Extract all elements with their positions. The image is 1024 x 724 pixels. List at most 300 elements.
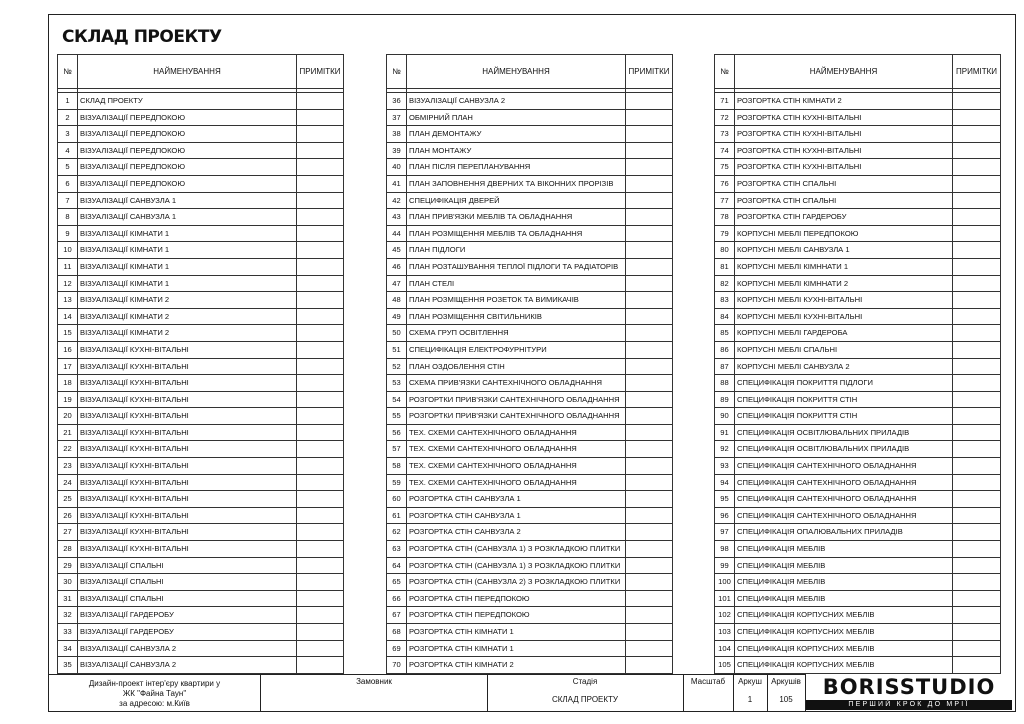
row-number: 55 <box>387 408 407 425</box>
row-notes <box>626 391 673 408</box>
row-number: 31 <box>58 590 78 607</box>
row-notes <box>953 458 1001 475</box>
row-number: 24 <box>58 474 78 491</box>
row-name: ВІЗУАЛІЗАЦІЇ КУХНІ-ВІТАЛЬНІ <box>78 375 297 392</box>
table-row <box>387 424 673 441</box>
row-number: 91 <box>715 424 735 441</box>
row-name: СПЕЦИФІКАЦІЯ ПОКРИТТЯ СТІН <box>735 391 953 408</box>
row-number: 8 <box>58 209 78 226</box>
table-row <box>715 624 1001 641</box>
table-row <box>58 242 344 259</box>
row-name: ПЛАН РОЗТАШУВАННЯ ТЕПЛОЇ ПІДЛОГИ ТА РАДІАТОРІВ <box>407 258 626 275</box>
row-notes <box>297 391 344 408</box>
row-name: ПЛАН ПІСЛЯ ПЕРЕПЛАНУВАННЯ <box>407 159 626 176</box>
row-name: ОБМІРНИЙ ПЛАН <box>407 109 626 126</box>
row-notes <box>626 358 673 375</box>
row-name: СПЕЦИФІКАЦІЯ САНТЕХНІЧНОГО ОБЛАДНАННЯ <box>735 474 953 491</box>
row-number: 27 <box>58 524 78 541</box>
row-name: РОЗГОРТКА СТІН (САНВУЗЛА 1) З РОЗКЛАДКОЮ ПЛИТКИ <box>407 541 626 558</box>
row-notes <box>297 242 344 259</box>
table-row <box>387 93 673 110</box>
row-number: 93 <box>715 458 735 475</box>
project-line-1: Дизайн-проект інтер'єру квартири у <box>88 679 221 688</box>
row-notes <box>953 242 1001 259</box>
row-name: ВІЗУАЛІЗАЦІЇ ПЕРЕДПОКОЮ <box>78 142 297 159</box>
table-row <box>58 640 344 657</box>
row-name: КОРПУСНІ МЕБЛІ ГАРДЕРОБА <box>735 325 953 342</box>
row-name: ВІЗУАЛІЗАЦІЇ ПЕРЕДПОКОЮ <box>78 126 297 143</box>
row-number: 95 <box>715 491 735 508</box>
row-number: 98 <box>715 541 735 558</box>
row-notes <box>297 308 344 325</box>
row-notes <box>626 192 673 209</box>
table-row <box>58 142 344 159</box>
table-row <box>387 242 673 259</box>
row-number: 77 <box>715 192 735 209</box>
row-name: СПЕЦИФІКАЦІЯ КОРПУСНИХ МЕБЛІВ <box>735 607 953 624</box>
row-number: 65 <box>387 574 407 591</box>
header-name: НАЙМЕНУВАННЯ <box>78 55 297 89</box>
row-number: 67 <box>387 607 407 624</box>
table-row <box>715 292 1001 309</box>
row-notes <box>297 408 344 425</box>
row-number: 26 <box>58 507 78 524</box>
row-notes <box>953 341 1001 358</box>
sheet-label: Аркуш <box>738 677 762 686</box>
row-notes <box>297 458 344 475</box>
table-row <box>715 192 1001 209</box>
row-notes <box>626 424 673 441</box>
header-name: НАЙМЕНУВАННЯ <box>407 55 626 89</box>
row-name: СПЕЦИФІКАЦІЯ САНТЕХНІЧНОГО ОБЛАДНАННЯ <box>735 507 953 524</box>
row-notes <box>297 424 344 441</box>
table-row <box>58 624 344 641</box>
table-row <box>58 341 344 358</box>
page-title: СКЛАД ПРОЕКТУ <box>62 27 222 47</box>
row-number: 79 <box>715 225 735 242</box>
row-number: 42 <box>387 192 407 209</box>
row-notes <box>626 624 673 641</box>
row-name: СПЕЦИФІКАЦІЯ ДВЕРЕЙ <box>407 192 626 209</box>
row-number: 56 <box>387 424 407 441</box>
table-row <box>387 209 673 226</box>
row-number: 68 <box>387 624 407 641</box>
row-number: 14 <box>58 308 78 325</box>
row-notes <box>297 557 344 574</box>
row-number: 105 <box>715 657 735 674</box>
table-row <box>58 424 344 441</box>
row-number: 66 <box>387 590 407 607</box>
table-header-row <box>715 55 1001 89</box>
row-name: ВІЗУАЛІЗАЦІЇ КУХНІ-ВІТАЛЬНІ <box>78 358 297 375</box>
row-number: 75 <box>715 159 735 176</box>
row-number: 43 <box>387 209 407 226</box>
table-row <box>715 159 1001 176</box>
row-name: ВІЗУАЛІЗАЦІЇ ГАРДЕРОБУ <box>78 624 297 641</box>
row-name: СПЕЦИФІКАЦІЯ ЕЛЕКТРОФУРНІТУРИ <box>407 341 626 358</box>
row-number: 13 <box>58 292 78 309</box>
row-number: 51 <box>387 341 407 358</box>
row-name: СПЕЦИФІКАЦІЯ САНТЕХНІЧНОГО ОБЛАДНАННЯ <box>735 491 953 508</box>
row-name: ВІЗУАЛІЗАЦІЇ КІМНАТИ 2 <box>78 292 297 309</box>
row-notes <box>626 657 673 674</box>
table-row <box>58 159 344 176</box>
table-row <box>387 491 673 508</box>
row-name: РОЗГОРТКА СТІН САНВУЗЛА 1 <box>407 507 626 524</box>
row-name: СПЕЦИФІКАЦІЯ МЕБЛІВ <box>735 541 953 558</box>
row-number: 82 <box>715 275 735 292</box>
row-notes <box>297 491 344 508</box>
row-name: РОЗГОРТКИ ПРИВ'ЯЗКИ САНТЕХНІЧНОГО ОБЛАДНАННЯ <box>407 408 626 425</box>
row-notes <box>953 175 1001 192</box>
row-notes <box>626 458 673 475</box>
table-row <box>715 640 1001 657</box>
table-row <box>387 640 673 657</box>
row-number: 11 <box>58 258 78 275</box>
table-row <box>58 93 344 110</box>
row-name: КОРПУСНІ МЕБЛІ ПЕРЕДПОКОЮ <box>735 225 953 242</box>
row-name: РОЗГОРТКА СТІН КУХНІ-ВІТАЛЬНІ <box>735 142 953 159</box>
row-name: ПЛАН ЗАПОВНЕННЯ ДВЕРНИХ ТА ВІКОННИХ ПРОРІЗІВ <box>407 175 626 192</box>
row-number: 2 <box>58 109 78 126</box>
row-number: 41 <box>387 175 407 192</box>
scale-label: Масштаб <box>690 677 726 686</box>
row-notes <box>953 391 1001 408</box>
row-name: ПЛАН ОЗДОБЛЕННЯ СТІН <box>407 358 626 375</box>
row-name: СПЕЦИФІКАЦІЯ ОСВІТЛЮВАЛЬНИХ ПРИЛАДІВ <box>735 441 953 458</box>
row-notes <box>626 142 673 159</box>
row-name: ПЛАН ДЕМОНТАЖУ <box>407 126 626 143</box>
row-name: ВІЗУАЛІЗАЦІЇ КУХНІ-ВІТАЛЬНІ <box>78 391 297 408</box>
row-name: ВІЗУАЛІЗАЦІЇ ПЕРЕДПОКОЮ <box>78 175 297 192</box>
row-name: СХЕМА ПРИВ'ЯЗКИ САНТЕХНІЧНОГО ОБЛАДНАННЯ <box>407 375 626 392</box>
row-name: ПЛАН РОЗМІЩЕННЯ МЕБЛІВ ТА ОБЛАДНАННЯ <box>407 225 626 242</box>
row-name: СПЕЦИФІКАЦІЯ КОРПУСНИХ МЕБЛІВ <box>735 624 953 641</box>
row-number: 104 <box>715 640 735 657</box>
table-row <box>715 590 1001 607</box>
table-row <box>387 375 673 392</box>
row-name: КОРПУСНІ МЕБЛІ САНВУЗЛА 2 <box>735 358 953 375</box>
sheets-value: 105 <box>779 695 793 704</box>
row-notes <box>953 557 1001 574</box>
table-row <box>58 375 344 392</box>
row-notes <box>626 507 673 524</box>
row-number: 54 <box>387 391 407 408</box>
row-notes <box>297 292 344 309</box>
row-notes <box>626 292 673 309</box>
row-number: 49 <box>387 308 407 325</box>
row-name: ВІЗУАЛІЗАЦІЇ САНВУЗЛА 2 <box>407 93 626 110</box>
row-name: ВІЗУАЛІЗАЦІЇ ПЕРЕДПОКОЮ <box>78 159 297 176</box>
contents-table-2 <box>386 54 673 674</box>
contents-table-1 <box>57 54 344 674</box>
row-number: 17 <box>58 358 78 375</box>
row-name: ТЕХ. СХЕМИ САНТЕХНІЧНОГО ОБЛАДНАННЯ <box>407 424 626 441</box>
table-row <box>387 574 673 591</box>
header-notes: ПРИМІТКИ <box>626 55 673 89</box>
table-row <box>715 408 1001 425</box>
row-name: РОЗГОРТКА СТІН ГАРДЕРОБУ <box>735 209 953 226</box>
row-name: ВІЗУАЛІЗАЦІЇ КУХНІ-ВІТАЛЬНІ <box>78 441 297 458</box>
row-name: РОЗГОРТКА СТІН САНВУЗЛА 1 <box>407 491 626 508</box>
table-row <box>387 557 673 574</box>
row-number: 32 <box>58 607 78 624</box>
row-number: 9 <box>58 225 78 242</box>
table-row <box>58 258 344 275</box>
table-row <box>715 507 1001 524</box>
row-number: 47 <box>387 275 407 292</box>
table-row <box>715 657 1001 674</box>
row-notes <box>297 657 344 674</box>
row-notes <box>626 225 673 242</box>
header-notes: ПРИМІТКИ <box>297 55 344 89</box>
row-notes <box>297 258 344 275</box>
sheet-value: 1 <box>747 695 753 704</box>
row-name: КОРПУСНІ МЕБЛІ КІМННАТИ 2 <box>735 275 953 292</box>
row-name: СПЕЦИФІКАЦІЯ САНТЕХНІЧНОГО ОБЛАДНАННЯ <box>735 458 953 475</box>
table-row <box>58 225 344 242</box>
row-notes <box>626 126 673 143</box>
row-notes <box>953 424 1001 441</box>
table-row <box>387 325 673 342</box>
row-number: 73 <box>715 126 735 143</box>
project-line-3: за адресою: м.Київ <box>119 699 190 708</box>
table-row <box>58 524 344 541</box>
table-row <box>58 474 344 491</box>
row-notes <box>953 192 1001 209</box>
row-name: РОЗГОРТКА СТІН СПАЛЬНІ <box>735 175 953 192</box>
table-row <box>58 541 344 558</box>
row-number: 38 <box>387 126 407 143</box>
row-name: ПЛАН ПІДЛОГИ <box>407 242 626 259</box>
customer-label: Замовник <box>356 677 392 686</box>
row-number: 21 <box>58 424 78 441</box>
row-number: 86 <box>715 341 735 358</box>
row-notes <box>953 491 1001 508</box>
table-row <box>58 126 344 143</box>
row-name: РОЗГОРТКА СТІН САНВУЗЛА 2 <box>407 524 626 541</box>
row-name: ВІЗУАЛІЗАЦІЇ КІМНАТИ 1 <box>78 275 297 292</box>
row-name: КОРПУСНІ МЕБЛІ СПАЛЬНІ <box>735 341 953 358</box>
row-notes <box>297 209 344 226</box>
row-number: 64 <box>387 557 407 574</box>
company-logo <box>806 676 1012 710</box>
logo-tagline: ПЕРШИЙ КРОК ДО МРІЇ <box>806 700 1012 710</box>
row-number: 60 <box>387 491 407 508</box>
row-name: ВІЗУАЛІЗАЦІЇ СПАЛЬНІ <box>78 574 297 591</box>
table-row <box>58 175 344 192</box>
row-notes <box>953 441 1001 458</box>
row-notes <box>953 225 1001 242</box>
row-number: 29 <box>58 557 78 574</box>
row-notes <box>626 308 673 325</box>
row-name: ВІЗУАЛІЗАЦІЇ КІМНАТИ 2 <box>78 325 297 342</box>
row-name: ВІЗУАЛІЗАЦІЇ САНВУЗЛА 1 <box>78 192 297 209</box>
row-notes <box>297 541 344 558</box>
row-name: СПЕЦИФІКАЦІЯ МЕБЛІВ <box>735 590 953 607</box>
header-notes: ПРИМІТКИ <box>953 55 1001 89</box>
row-name: ВІЗУАЛІЗАЦІЇ КУХНІ-ВІТАЛЬНІ <box>78 474 297 491</box>
row-name: ВІЗУАЛІЗАЦІЇ КУХНІ-ВІТАЛЬНІ <box>78 507 297 524</box>
table-row <box>387 408 673 425</box>
table-row <box>387 607 673 624</box>
row-name: РОЗГОРТКА СТІН (САНВУЗЛА 1) З РОЗКЛАДКОЮ ПЛИТКИ <box>407 557 626 574</box>
row-name: СПЕЦИФІКАЦІЯ МЕБЛІВ <box>735 574 953 591</box>
row-number: 22 <box>58 441 78 458</box>
row-notes <box>297 507 344 524</box>
row-name: РОЗГОРТКА СТІН КУХНІ-ВІТАЛЬНІ <box>735 126 953 143</box>
table-row <box>58 458 344 475</box>
row-name: СПЕЦИФІКАЦІЯ ПОКРИТТЯ ПІДЛОГИ <box>735 375 953 392</box>
row-name: РОЗГОРТКА СТІН КІМНАТИ 2 <box>407 657 626 674</box>
row-name: ВІЗУАЛІЗАЦІЇ СПАЛЬНІ <box>78 590 297 607</box>
row-number: 99 <box>715 557 735 574</box>
row-name: КОРПУСНІ МЕБЛІ КУХНІ-ВІТАЛЬНІ <box>735 308 953 325</box>
row-number: 88 <box>715 375 735 392</box>
row-number: 74 <box>715 142 735 159</box>
table-row <box>58 391 344 408</box>
row-name: СХЕМА ГРУП ОСВІТЛЕННЯ <box>407 325 626 342</box>
table-row <box>387 458 673 475</box>
row-number: 71 <box>715 93 735 110</box>
table-row <box>715 275 1001 292</box>
row-name: ВІЗУАЛІЗАЦІЇ КУХНІ-ВІТАЛЬНІ <box>78 341 297 358</box>
row-notes <box>626 159 673 176</box>
row-number: 70 <box>387 657 407 674</box>
table-row <box>715 557 1001 574</box>
table-row <box>387 590 673 607</box>
row-number: 58 <box>387 458 407 475</box>
row-name: ВІЗУАЛІЗАЦІЇ КУХНІ-ВІТАЛЬНІ <box>78 541 297 558</box>
row-number: 53 <box>387 375 407 392</box>
table-row <box>58 574 344 591</box>
row-name: РОЗГОРТКА СТІН КУХНІ-ВІТАЛЬНІ <box>735 109 953 126</box>
row-number: 90 <box>715 408 735 425</box>
row-number: 83 <box>715 292 735 309</box>
scale-cell <box>684 674 734 712</box>
row-number: 80 <box>715 242 735 259</box>
row-number: 52 <box>387 358 407 375</box>
table-row <box>387 308 673 325</box>
row-notes <box>626 524 673 541</box>
row-name: ВІЗУАЛІЗАЦІЇ САНВУЗЛА 1 <box>78 209 297 226</box>
table-row <box>715 225 1001 242</box>
customer-cell <box>260 674 488 712</box>
row-notes <box>626 541 673 558</box>
row-number: 28 <box>58 541 78 558</box>
row-number: 23 <box>58 458 78 475</box>
row-name: РОЗГОРТКА СТІН КУХНІ-ВІТАЛЬНІ <box>735 159 953 176</box>
row-number: 45 <box>387 242 407 259</box>
table-row <box>715 458 1001 475</box>
header-name: НАЙМЕНУВАННЯ <box>735 55 953 89</box>
row-number: 92 <box>715 441 735 458</box>
row-number: 94 <box>715 474 735 491</box>
contents-table-3 <box>714 54 1001 674</box>
table-row <box>58 557 344 574</box>
row-notes <box>953 275 1001 292</box>
row-number: 100 <box>715 574 735 591</box>
table-header-row <box>387 55 673 89</box>
table-row <box>715 242 1001 259</box>
row-number: 89 <box>715 391 735 408</box>
table-row <box>58 607 344 624</box>
row-name: РОЗГОРТКА СТІН КІМНАТИ 1 <box>407 624 626 641</box>
row-notes <box>297 358 344 375</box>
table-row <box>58 491 344 508</box>
table-row <box>715 607 1001 624</box>
row-notes <box>297 524 344 541</box>
table-row <box>387 292 673 309</box>
table-row <box>58 408 344 425</box>
row-notes <box>953 258 1001 275</box>
table-row <box>387 391 673 408</box>
table-row <box>715 541 1001 558</box>
table-row <box>58 358 344 375</box>
row-number: 16 <box>58 341 78 358</box>
table-row <box>387 474 673 491</box>
row-number: 4 <box>58 142 78 159</box>
row-number: 20 <box>58 408 78 425</box>
row-notes <box>626 375 673 392</box>
header-num: № <box>715 55 735 89</box>
table-row <box>387 159 673 176</box>
row-name: СПЕЦИФІКАЦІЯ ОПАЛЮВАЛЬНИХ ПРИЛАДІВ <box>735 524 953 541</box>
row-notes <box>297 590 344 607</box>
row-notes <box>626 640 673 657</box>
row-name: ВІЗУАЛІЗАЦІЇ ГАРДЕРОБУ <box>78 607 297 624</box>
row-number: 76 <box>715 175 735 192</box>
row-notes <box>297 192 344 209</box>
row-notes <box>626 557 673 574</box>
row-number: 44 <box>387 225 407 242</box>
table-row <box>58 209 344 226</box>
row-number: 85 <box>715 325 735 342</box>
row-notes <box>953 624 1001 641</box>
row-number: 72 <box>715 109 735 126</box>
table-row <box>715 126 1001 143</box>
row-number: 101 <box>715 590 735 607</box>
table-row <box>387 175 673 192</box>
row-notes <box>297 607 344 624</box>
row-notes <box>626 491 673 508</box>
row-number: 40 <box>387 159 407 176</box>
row-notes <box>297 341 344 358</box>
row-notes <box>953 209 1001 226</box>
row-name: ВІЗУАЛІЗАЦІЇ КУХНІ-ВІТАЛЬНІ <box>78 458 297 475</box>
row-number: 6 <box>58 175 78 192</box>
row-notes <box>626 607 673 624</box>
row-notes <box>626 93 673 110</box>
row-notes <box>626 341 673 358</box>
table-row <box>715 258 1001 275</box>
table-row <box>715 524 1001 541</box>
table-row <box>715 375 1001 392</box>
row-notes <box>953 590 1001 607</box>
table-row <box>387 142 673 159</box>
table-row <box>387 358 673 375</box>
row-number: 57 <box>387 441 407 458</box>
row-name: ВІЗУАЛІЗАЦІЇ КУХНІ-ВІТАЛЬНІ <box>78 524 297 541</box>
row-name: РОЗГОРТКА СТІН КІМНАТИ 2 <box>735 93 953 110</box>
row-name: ПЛАН РОЗМІЩЕННЯ СВІТИЛЬНИКІВ <box>407 308 626 325</box>
row-number: 59 <box>387 474 407 491</box>
table-row <box>387 225 673 242</box>
row-number: 30 <box>58 574 78 591</box>
row-number: 36 <box>387 93 407 110</box>
row-notes <box>953 408 1001 425</box>
stage-cell <box>488 674 684 712</box>
